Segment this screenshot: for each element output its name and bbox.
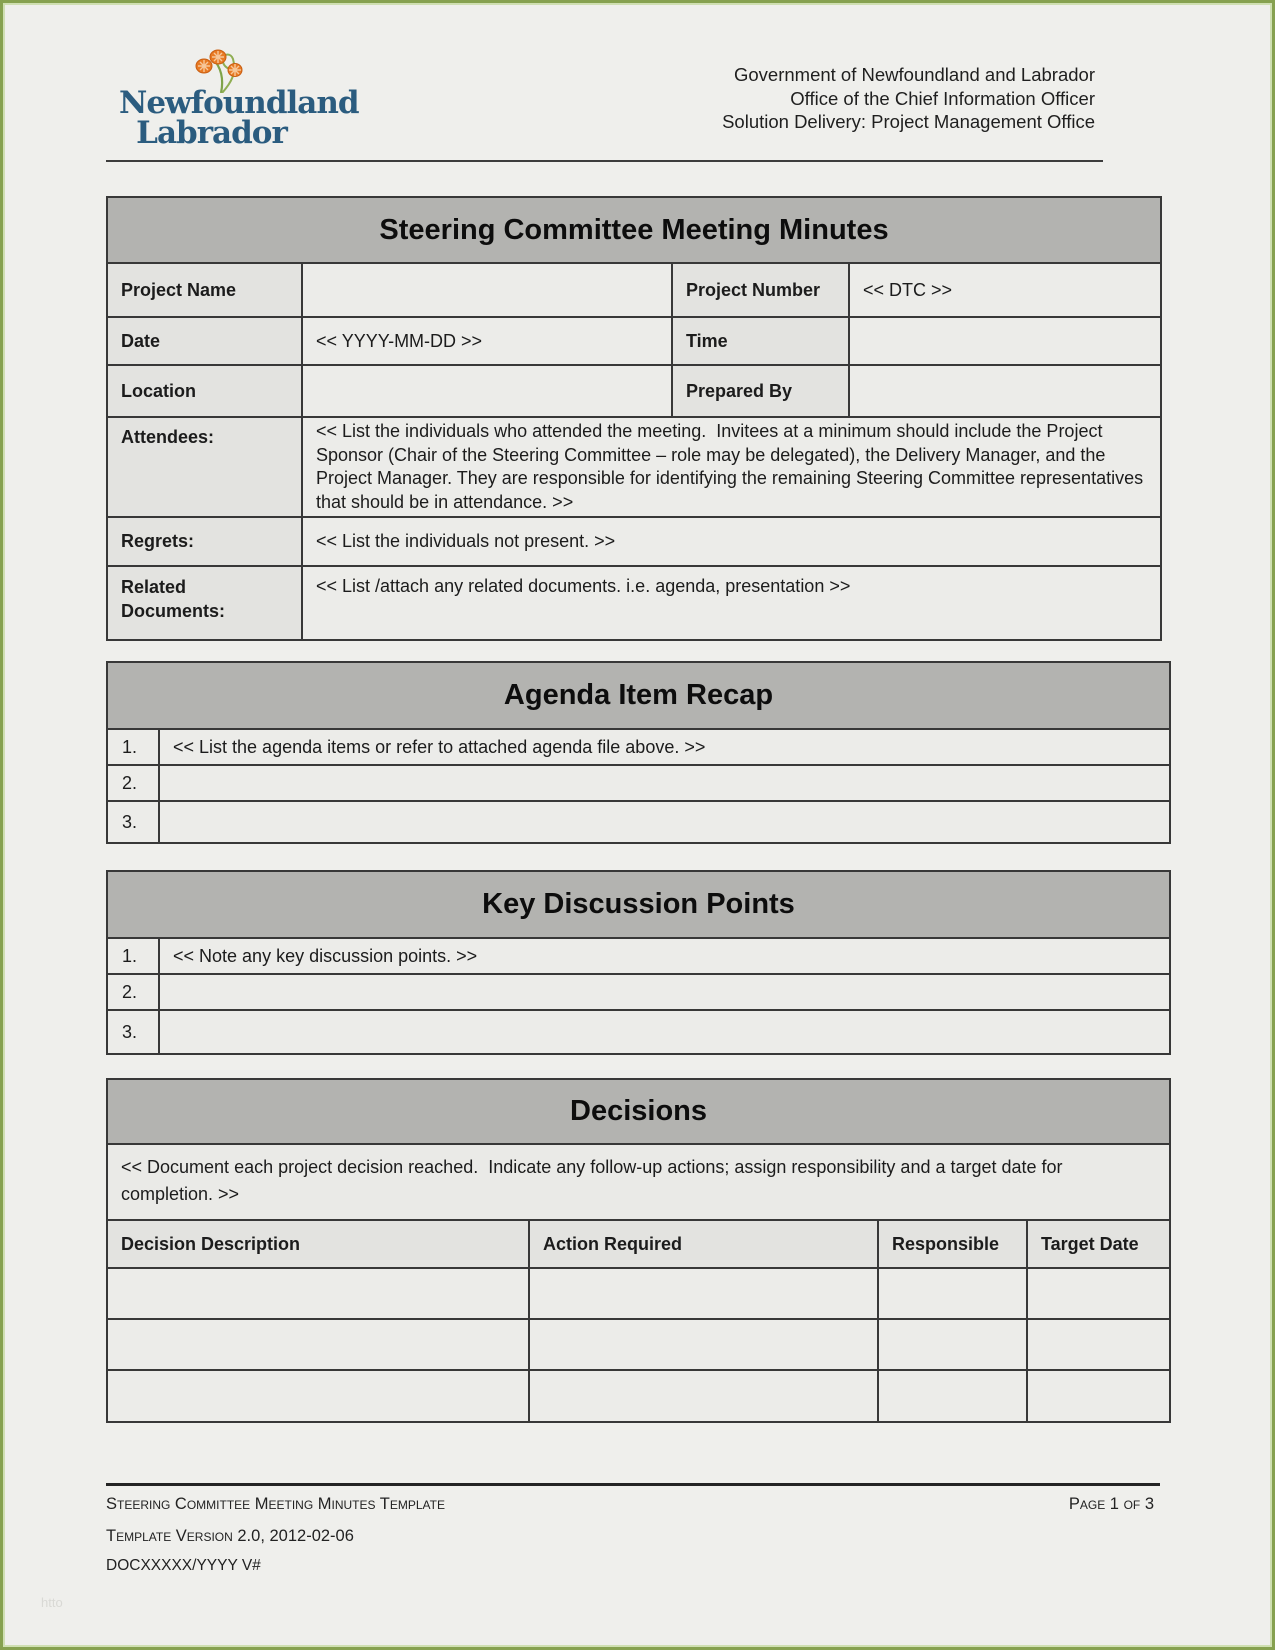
decision-description-field[interactable] <box>107 1268 529 1319</box>
decisions-table <box>106 1078 1171 1423</box>
agenda-item-field-3[interactable] <box>159 801 1170 843</box>
location-field[interactable] <box>302 365 672 417</box>
prepared-by-field[interactable] <box>849 365 1161 417</box>
section-title-key-discussion: Key Discussion Points <box>107 871 1170 938</box>
decision-description-field[interactable] <box>107 1370 529 1422</box>
minutes-info-table <box>106 196 1162 641</box>
responsible-field[interactable] <box>878 1268 1027 1319</box>
agenda-row-number: 3. <box>107 801 159 843</box>
related-documents-label: Related Documents: <box>107 566 302 640</box>
decisions-instructions: << Document each project decision reached. Indicate any follow-up actions; assign responsibility and a target date for completion. >> <box>107 1144 1170 1220</box>
target-date-field[interactable] <box>1027 1268 1170 1319</box>
section-title-agenda: Agenda Item Recap <box>107 662 1170 729</box>
location-label: Location <box>107 365 302 417</box>
prepared-by-label: Prepared By <box>672 365 849 417</box>
column-header-target-date: Target Date <box>1027 1220 1170 1268</box>
date-field[interactable]: << YYYY-MM-DD >> <box>302 317 672 365</box>
attendees-field[interactable]: << List the individuals who attended the meeting. Invitees at a minimum should include the Project Sponsor (Chair of the Steering Committee – role may be delegated), the Delivery Manager, and the Project Manager. They are responsible for identifying the remaining Steering Committee representatives that should be in attendance. >> <box>302 417 1161 517</box>
action-required-field[interactable] <box>529 1370 878 1422</box>
key-point-field-2[interactable] <box>159 974 1170 1010</box>
time-field[interactable] <box>849 317 1161 365</box>
date-label: Date <box>107 317 302 365</box>
logo-wordmark-line2: Labrador <box>136 115 287 151</box>
org-division: Solution Delivery: Project Management Office <box>722 111 1095 132</box>
nl-government-logo <box>119 49 359 151</box>
scan-artifact-watermark: htto <box>41 1595 63 1610</box>
key-point-field-3[interactable] <box>159 1010 1170 1054</box>
responsible-field[interactable] <box>878 1370 1027 1422</box>
logo-wordmark-line1: Newfoundland <box>119 85 359 121</box>
project-number-field[interactable]: << DTC >> <box>849 263 1161 317</box>
table-row <box>107 1268 1170 1319</box>
table-row <box>107 1370 1170 1422</box>
project-number-label: Project Number <box>672 263 849 317</box>
agenda-item-field-2[interactable] <box>159 765 1170 801</box>
org-office: Office of the Chief Information Officer <box>790 87 1095 109</box>
action-required-field[interactable] <box>529 1268 878 1319</box>
header-divider <box>106 160 1103 162</box>
decision-description-field[interactable] <box>107 1319 529 1370</box>
agenda-row-number: 1. <box>107 729 159 765</box>
footer-doc-number: DOCXXXXX/YYYY V# <box>106 1557 261 1574</box>
project-name-field[interactable] <box>302 263 672 317</box>
section-title-decisions: Decisions <box>107 1079 1170 1144</box>
footer-doc-title: Steering Committee Meeting Minutes Template <box>106 1495 445 1513</box>
regrets-field[interactable]: << List the individuals not present. >> <box>302 517 1161 566</box>
target-date-field[interactable] <box>1027 1370 1170 1422</box>
agenda-row-number: 2. <box>107 765 159 801</box>
related-documents-field[interactable]: << List /attach any related documents. i.e. agenda, presentation >> <box>302 566 1161 640</box>
org-name: Government of Newfoundland and Labrador <box>734 64 1095 85</box>
key-discussion-table <box>106 870 1171 1055</box>
column-header-responsible: Responsible <box>878 1220 1027 1268</box>
letterhead <box>455 63 1095 134</box>
column-header-decision-description: Decision Description <box>107 1220 529 1268</box>
key-point-row-number: 2. <box>107 974 159 1010</box>
target-date-field[interactable] <box>1027 1319 1170 1370</box>
key-point-row-number: 1. <box>107 938 159 974</box>
table-row <box>107 1319 1170 1370</box>
project-name-label: Project Name <box>107 263 302 317</box>
section-title-minutes: Steering Committee Meeting Minutes <box>107 197 1161 263</box>
regrets-label: Regrets: <box>107 517 302 566</box>
time-label: Time <box>672 317 849 365</box>
attendees-label: Attendees: <box>107 417 302 517</box>
responsible-field[interactable] <box>878 1319 1027 1370</box>
agenda-recap-table <box>106 661 1171 844</box>
footer-page-number: Page 1 of 3 <box>1068 1495 1154 1513</box>
agenda-item-field-1[interactable]: << List the agenda items or refer to attached agenda file above. >> <box>159 729 1170 765</box>
footer-divider <box>106 1483 1160 1486</box>
footer-template-version: Template Version 2.0, 2012-02-06 <box>106 1527 354 1545</box>
key-point-row-number: 3. <box>107 1010 159 1054</box>
key-point-field-1[interactable]: << Note any key discussion points. >> <box>159 938 1170 974</box>
column-header-action-required: Action Required <box>529 1220 878 1268</box>
action-required-field[interactable] <box>529 1319 878 1370</box>
